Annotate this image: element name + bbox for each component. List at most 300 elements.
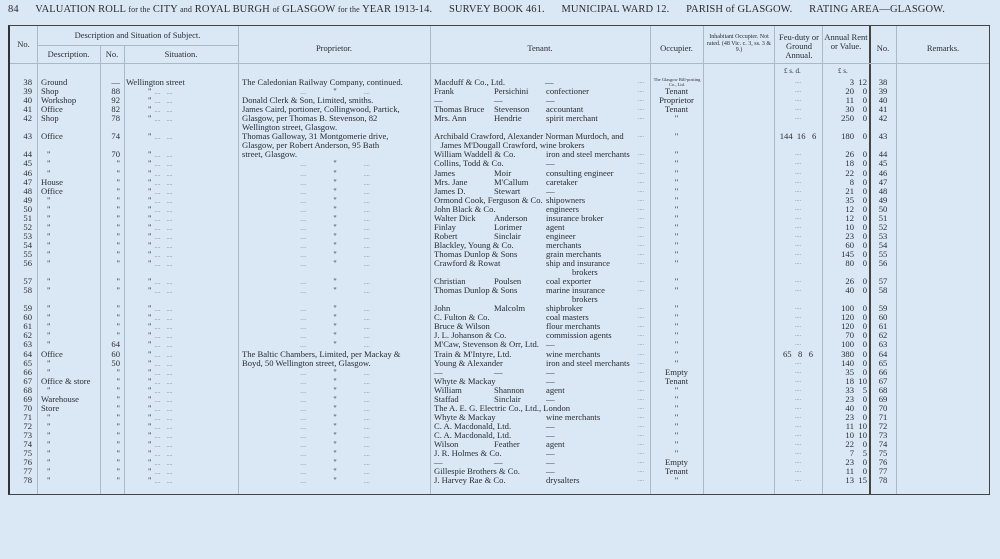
cell-prop: .... " .... (242, 449, 428, 458)
header-rule (10, 63, 989, 64)
cell-t1: C. A. Macdonald, Ltd. (434, 429, 512, 440)
cell-prop: Wellington street, Glasgow. (242, 122, 338, 133)
cell-rs: 0 (862, 330, 867, 341)
cell-occupation: confectioner (546, 86, 589, 97)
cell-t1: Mrs. Ann (434, 113, 467, 124)
cell-t1: Finlay (434, 221, 456, 232)
cell-sit: " .... (126, 467, 236, 476)
cell-no2: 38 (878, 77, 888, 87)
cell-no2: 55 (878, 248, 888, 259)
cell-no: 72 (23, 420, 32, 431)
cell-num: " (116, 312, 120, 323)
cell-rs: 0 (862, 149, 867, 160)
cell-rs: 0 (862, 185, 867, 196)
cell-desc: House (41, 176, 63, 187)
cell-rl: 40 (845, 285, 854, 296)
cell-rl: 12 (845, 212, 854, 223)
cell-feu: .... (795, 477, 801, 484)
cell-num: " (116, 402, 120, 413)
cell-rl: 40 (845, 402, 854, 413)
col-occupier: Occupier. (660, 43, 693, 53)
table-row (10, 114, 992, 123)
leader-dots: .... (638, 441, 644, 447)
cell-desc: " (47, 167, 51, 178)
cell-desc: " (47, 330, 51, 341)
cell-occ: Tenant (664, 466, 689, 477)
cell-no2: 78 (878, 475, 888, 486)
cell-t2: Poulsen (494, 276, 522, 287)
cell-rl: 21 (845, 185, 854, 196)
cell-feu: .... (795, 260, 801, 266)
cell-occupation: agent (546, 439, 565, 449)
leader-dots: .... (638, 187, 644, 194)
cell-t1: William (434, 384, 462, 395)
cell-feu: .... (795, 97, 801, 104)
cell-feu: .... (795, 323, 801, 330)
leader-dots: .... (638, 422, 644, 429)
cell-feu: .... (795, 160, 801, 167)
cell-no: 59 (23, 303, 32, 314)
cell-no: 60 (23, 312, 32, 323)
cell-occupation: spirit merchant (546, 113, 598, 124)
cell-no: 55 (23, 248, 32, 259)
cell-no2: 40 (878, 95, 888, 106)
cell-t1: Bruce & Wilson (434, 321, 490, 332)
cell-sit: " .... (126, 322, 236, 331)
header-rule (37, 45, 238, 46)
cell-occ: " (674, 357, 679, 368)
cell-desc: " (47, 339, 51, 350)
cell-feu: .... (795, 431, 801, 438)
cell-rs: 10 (858, 429, 867, 440)
cell-no2: 74 (878, 439, 888, 449)
cell-occ: " (674, 429, 679, 440)
cell-occ: " (674, 348, 679, 359)
cell-no2: 49 (878, 194, 888, 205)
cell-no2: 59 (878, 303, 888, 314)
cell-t1: Collins, Todd & Co. (434, 158, 504, 169)
cell-feu: .... (795, 205, 801, 212)
cell-num: " (116, 258, 120, 268)
cell-occ: " (674, 330, 679, 341)
cell-t1: Thomas Dunlop & Sons (434, 285, 518, 296)
cell-occ: " (674, 113, 679, 124)
cell-sit: " .... (126, 350, 236, 359)
cell-rs: 0 (862, 402, 867, 413)
cell-prop: .... " .... (242, 340, 428, 349)
cell-feu: .... (795, 241, 801, 248)
cell-rs: 0 (862, 348, 867, 359)
cell-rl: 20 (845, 86, 854, 97)
cell-desc: " (47, 366, 51, 377)
cell-no2: 51 (878, 212, 888, 223)
cell-num: " (116, 285, 120, 296)
cell-no2: 70 (878, 402, 888, 413)
cell-no: 56 (23, 258, 32, 268)
cell-sit: " .... (126, 132, 236, 141)
cell-t1: Thomas Dunlop & Sons (434, 248, 518, 259)
cell-no2: 53 (878, 230, 888, 241)
cell-sit: " .... (126, 105, 236, 114)
cell-sit: " .... (126, 413, 236, 422)
col-number: No. (105, 49, 119, 59)
cell-no: 57 (23, 276, 32, 287)
cell-rl: 12 (845, 203, 854, 214)
cell-rl: 18 (845, 158, 854, 169)
cell-t1: James (434, 167, 456, 178)
cell-no: 78 (23, 475, 32, 486)
cell-prop: .... " .... (242, 205, 428, 214)
cell-no2: 42 (878, 113, 888, 124)
cell-sit: " .... (126, 377, 236, 386)
leader-dots: .... (638, 359, 644, 366)
leader-dots: .... (638, 232, 644, 239)
cell-no: 58 (23, 285, 32, 296)
cell-sit: " .... (126, 277, 236, 286)
cell-rs: 15 (858, 475, 867, 486)
cell-num: " (116, 420, 120, 431)
cell-feu: .... (795, 79, 801, 85)
cell-no2: 45 (878, 158, 888, 169)
ward: MUNICIPAL WARD 12. (561, 4, 670, 15)
page-header (8, 4, 959, 15)
cell-feu: .... (795, 287, 801, 294)
cell-no2: 73 (878, 429, 888, 440)
cell-prop: Glasgow, per Robert Anderson, 95 Bath (242, 140, 380, 151)
cell-rs: 0 (862, 339, 867, 350)
cell-no: 64 (23, 348, 32, 359)
leader-dots: .... (638, 287, 644, 294)
cell-sit: " .... (126, 114, 236, 123)
cell-prop: street, Glasgow. (242, 149, 298, 160)
cell-sit: " .... (126, 286, 236, 295)
cell-no: 70 (23, 402, 32, 413)
cell-no2: 50 (878, 203, 888, 214)
cell-feu: .... (795, 223, 801, 230)
cell-occ: " (674, 131, 679, 142)
cell-no: 73 (23, 429, 32, 440)
cell-t1: Archibald Crawford, Alexander Norman Murdoch, and (434, 131, 624, 142)
cell-desc: Office (41, 104, 63, 115)
cell-t2: Stewart (494, 185, 521, 196)
leader-dots: .... (638, 413, 644, 420)
leader-dots: .... (638, 79, 644, 85)
cell-t1: Wilson (434, 439, 459, 449)
cell-sit: " .... (126, 250, 236, 259)
cell-prop: .... " .... (242, 476, 428, 485)
leader-dots: .... (638, 459, 644, 466)
cell-rl: 35 (845, 366, 854, 377)
cell-rs: 0 (862, 248, 867, 259)
cell-t1: J. Harvey Rae & Co. (434, 475, 506, 486)
cell-feu: .... (795, 422, 801, 429)
cell-prop: .... " .... (242, 458, 428, 467)
cell-rs: 0 (862, 230, 867, 241)
cell-num: " (116, 239, 120, 250)
cell-feu: .... (795, 178, 801, 185)
cell-t2: M'Callum (494, 176, 529, 187)
cell-t2: Sinclair (494, 393, 521, 404)
cell-occ: The Glasgow Bill-posting Co., Ltd. (653, 77, 701, 87)
cell-occupation: — (546, 448, 555, 459)
cell-feu: .... (795, 187, 801, 194)
cell-t1: Frank (434, 86, 455, 97)
leader-dots: .... (638, 450, 644, 457)
cell-t1: The A. E. G. Electric Co., Ltd., London (434, 402, 571, 413)
cell-no: 61 (23, 321, 32, 332)
cell-rl: 35 (845, 194, 854, 205)
cell-num: " (116, 411, 120, 422)
cell-sit: " .... (126, 241, 236, 250)
cell-rs: 10 (858, 420, 867, 431)
valuation-table (8, 25, 990, 495)
cell-occ: " (674, 185, 679, 196)
cell-t2: — (494, 457, 503, 468)
col-proprietor: Proprietor. (315, 43, 353, 53)
cell-no: 75 (23, 448, 32, 459)
cell-no2: 39 (878, 86, 888, 97)
cell-t1: Young & Alexander (434, 357, 503, 368)
cell-rs: 0 (862, 176, 867, 187)
leader-dots: .... (638, 404, 644, 411)
cell-no2: 72 (878, 420, 888, 431)
cell-no2: 48 (878, 185, 888, 196)
cell-no: 50 (23, 203, 32, 214)
cell-sit: " .... (126, 87, 236, 96)
cell-occ: " (674, 158, 679, 169)
cell-sit: " .... (126, 395, 236, 404)
leader-dots: .... (638, 377, 644, 384)
cell-feu: .... (795, 359, 801, 366)
cell-sit: " .... (126, 259, 236, 268)
cell-t1: Whyte & Mackay (434, 375, 496, 386)
cell-no: 62 (23, 330, 32, 341)
cell-num: 92 (111, 95, 120, 106)
cell-t2: Lorimer (494, 221, 523, 232)
cell-rs: 0 (862, 439, 867, 449)
cell-t1: James M'Dougall Crawford, wine brokers (434, 140, 585, 151)
cell-desc: " (47, 420, 51, 431)
cell-sit: " .... (126, 223, 236, 232)
col-annual-rent: Annual Rent or Value. (824, 32, 868, 51)
cell-no: 74 (23, 439, 32, 449)
cell-num: " (116, 321, 120, 332)
cell-prop: .... " .... (242, 422, 428, 431)
parish: PARISH of GLASGOW. (686, 4, 793, 15)
cell-num: " (116, 393, 120, 404)
cell-rl: 22 (845, 439, 854, 449)
cell-no2: 44 (878, 149, 888, 160)
cell-occupation: — (546, 158, 555, 169)
cell-sit: " .... (126, 96, 236, 105)
cell-rl: 23 (845, 411, 854, 422)
cell-sit: " .... (126, 368, 236, 377)
cell-num: " (116, 384, 120, 395)
cell-occupation: drysalters (546, 475, 580, 486)
cell-rl: 100 (841, 339, 854, 350)
cell-t1: John (434, 303, 451, 314)
cell-feu: .... (795, 250, 801, 257)
col-no-right: No. (876, 43, 890, 53)
leader-dots: .... (638, 305, 644, 312)
cell-t1: Mrs. Jane (434, 176, 468, 187)
cell-occupation: — (546, 95, 555, 106)
cell-occ: " (674, 239, 679, 250)
cell-occupation: — (546, 429, 555, 440)
cell-desc: " (47, 321, 51, 332)
cell-rl: 120 (841, 312, 854, 323)
table-row (10, 286, 992, 295)
cell-desc: " (47, 429, 51, 440)
cell-no2: 60 (878, 312, 888, 323)
leader-dots: .... (638, 260, 644, 266)
cell-rl: 180 (841, 131, 854, 142)
cell-occupation: shipowners (546, 194, 586, 205)
cell-desc: " (47, 158, 51, 169)
cell-prop: .... " .... (242, 413, 428, 422)
leader-dots: .... (638, 250, 644, 257)
cell-prop: The Baltic Chambers, Limited, per Mackay & (242, 348, 401, 359)
cell-num: " (116, 176, 120, 187)
leader-dots: .... (638, 431, 644, 438)
cell-occ: " (674, 402, 679, 413)
col-tenant: Tenant. (527, 43, 553, 53)
cell-num: " (116, 158, 120, 169)
cell-num: " (116, 167, 120, 178)
cell-feu: .... (795, 441, 801, 447)
cell-occ: " (674, 475, 679, 486)
cell-no2: 56 (878, 258, 888, 268)
cell-occupation: flour merchants (546, 321, 601, 332)
cell-desc: " (47, 312, 51, 323)
leader-dots: .... (638, 323, 644, 330)
feu-units: £ s. d. (784, 67, 801, 75)
cell-rl: 23 (845, 457, 854, 468)
cell-occupation: coal exporter (546, 276, 592, 287)
cell-rl: 80 (845, 258, 854, 268)
cell-rs: 0 (862, 194, 867, 205)
leader-dots: .... (638, 88, 644, 95)
cell-num: " (116, 230, 120, 241)
cell-feu: .... (795, 332, 801, 339)
cell-desc: " (47, 475, 51, 486)
rating-area: RATING AREA—GLASGOW. (809, 4, 945, 15)
cell-occ: " (674, 303, 679, 314)
cell-occupation: engineers (546, 203, 579, 214)
col-description-group: Description and Situation of Subject. (74, 30, 201, 40)
cell-occ: " (674, 393, 679, 404)
cell-rl: 26 (845, 276, 854, 287)
cell-desc: " (47, 411, 51, 422)
cell-feu: .... (795, 314, 801, 321)
cell-rl: 250 (841, 113, 854, 124)
cell-no2: 64 (878, 348, 888, 359)
cell-occupation: — (546, 366, 555, 377)
cell-desc: " (47, 384, 51, 395)
cell-occupation: brokers (572, 267, 598, 278)
cell-sit: " .... (126, 331, 236, 340)
cell-t1: John Black & Co. (434, 203, 496, 214)
cell-rs: 0 (862, 95, 867, 106)
cell-desc: " (47, 357, 51, 368)
cell-sit: " .... (126, 169, 236, 178)
cell-rs: 0 (862, 131, 867, 142)
cell-rs: 0 (862, 393, 867, 404)
leader-dots: .... (638, 477, 644, 484)
cell-occ: " (674, 221, 679, 232)
cell-sit: " .... (126, 178, 236, 187)
cell-num: " (116, 475, 120, 486)
cell-num: 88 (111, 86, 120, 97)
cell-num: " (116, 276, 120, 287)
cell-rl: 18 (845, 375, 854, 386)
cell-t1: Gillespie Brothers & Co. (434, 466, 520, 477)
cell-prop: .... " .... (242, 259, 428, 268)
cell-num: " (116, 203, 120, 214)
cell-num: " (116, 466, 120, 477)
cell-occupation: engineer (546, 230, 576, 241)
leader-dots: .... (638, 314, 644, 321)
cell-occ: " (674, 149, 679, 160)
cell-desc: " (47, 212, 51, 223)
cell-num: 50 (111, 357, 120, 368)
cell-rs: 0 (862, 212, 867, 223)
cell-prop: .... " .... (242, 377, 428, 386)
cell-feu: .... (795, 413, 801, 420)
cell-num: 70 (111, 149, 120, 160)
cell-feu: .... (795, 459, 801, 466)
cell-rl: 380 (841, 348, 854, 359)
leader-dots: .... (638, 169, 644, 176)
cell-t2: Moir (494, 167, 512, 178)
cell-t1: J. L. Johanson & Co. (434, 330, 507, 341)
cell-occupation: — (546, 339, 555, 350)
leader-dots: .... (638, 350, 644, 357)
cell-no: 41 (23, 104, 32, 115)
cell-rs: 0 (862, 466, 867, 477)
cell-no: 68 (23, 384, 32, 395)
cell-prop: The Caledonian Railway Company, continued. (242, 77, 403, 87)
cell-desc: " (47, 439, 51, 449)
cell-no2: 61 (878, 321, 888, 332)
cell-t2: Anderson (494, 212, 528, 223)
col-remarks: Remarks. (926, 43, 960, 53)
leader-dots: .... (638, 368, 644, 375)
cell-occ: " (674, 212, 679, 223)
cell-num: " (116, 303, 120, 314)
cell-occ: " (674, 285, 679, 296)
cell-no: 71 (23, 411, 32, 422)
cell-feu: 144 16 6 (779, 131, 817, 142)
cell-occ: " (674, 384, 679, 395)
table-row (10, 476, 992, 485)
cell-desc: Office (41, 131, 63, 142)
cell-num: " (116, 248, 120, 259)
cell-occupation: shipbroker (546, 303, 583, 314)
cell-rl: 23 (845, 393, 854, 404)
cell-no2: 62 (878, 330, 888, 341)
cell-sit: " .... (126, 159, 236, 168)
cell-rl: 10 (845, 429, 854, 440)
cell-rs: 5 (862, 448, 867, 459)
cell-sit: " .... (126, 458, 236, 467)
cell-rl: 120 (841, 321, 854, 332)
cell-sit: " .... (126, 449, 236, 458)
cell-occupation: marine insurance (546, 285, 605, 296)
leader-dots: .... (638, 214, 644, 221)
cell-num: 74 (111, 131, 120, 142)
cell-num: " (116, 330, 120, 341)
